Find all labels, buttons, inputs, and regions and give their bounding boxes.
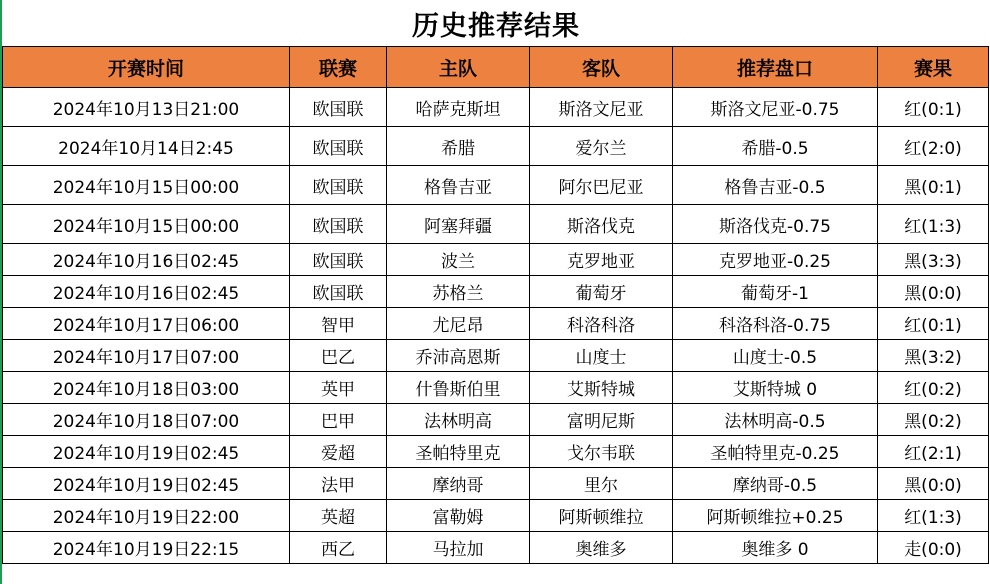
- table-row[interactable]: [3, 166, 989, 205]
- cell-away[interactable]: 奥维多: [530, 532, 673, 564]
- cell-league[interactable]: 西乙: [290, 532, 387, 564]
- cell-time[interactable]: 2024年10月13日21:00: [3, 88, 290, 127]
- table-row[interactable]: [3, 372, 989, 404]
- cell-home[interactable]: 圣帕特里克: [387, 436, 530, 468]
- cell-time[interactable]: 2024年10月16日02:45: [3, 276, 290, 308]
- cell-pick[interactable]: 阿斯顿维拉+0.25: [673, 500, 878, 532]
- cell-league[interactable]: 欧国联: [290, 127, 387, 166]
- cell-away[interactable]: 克罗地亚: [530, 244, 673, 276]
- cell-result[interactable]: 黑(3:2): [878, 340, 989, 372]
- history-results-table: [2, 46, 989, 564]
- cell-league[interactable]: 欧国联: [290, 166, 387, 205]
- cell-pick[interactable]: 科洛科洛-0.75: [673, 308, 878, 340]
- cell-away[interactable]: 葡萄牙: [530, 276, 673, 308]
- cell-result[interactable]: 黑(3:3): [878, 244, 989, 276]
- cell-result[interactable]: 红(0:1): [878, 308, 989, 340]
- cell-time[interactable]: 2024年10月19日22:00: [3, 500, 290, 532]
- table-row[interactable]: [3, 205, 989, 244]
- cell-league[interactable]: 英超: [290, 500, 387, 532]
- cell-result[interactable]: 黑(0:1): [878, 166, 989, 205]
- cell-result[interactable]: 红(2:1): [878, 436, 989, 468]
- cell-pick[interactable]: 斯洛伐克-0.75: [673, 205, 878, 244]
- cell-home[interactable]: 摩纳哥: [387, 468, 530, 500]
- cell-pick[interactable]: 希腊-0.5: [673, 127, 878, 166]
- cell-result[interactable]: 红(1:3): [878, 500, 989, 532]
- cell-league[interactable]: 欧国联: [290, 205, 387, 244]
- cell-time[interactable]: 2024年10月15日00:00: [3, 166, 290, 205]
- cell-result[interactable]: 红(1:3): [878, 205, 989, 244]
- column-header-league[interactable]: 联赛: [290, 47, 387, 88]
- cell-league[interactable]: 巴乙: [290, 340, 387, 372]
- cell-away[interactable]: 爱尔兰: [530, 127, 673, 166]
- cell-league[interactable]: 智甲: [290, 308, 387, 340]
- cell-away[interactable]: 阿尔巴尼亚: [530, 166, 673, 205]
- cell-time[interactable]: 2024年10月18日07:00: [3, 404, 290, 436]
- cell-pick[interactable]: 葡萄牙-1: [673, 276, 878, 308]
- cell-league[interactable]: 巴甲: [290, 404, 387, 436]
- table-row[interactable]: [3, 244, 989, 276]
- cell-away[interactable]: 阿斯顿维拉: [530, 500, 673, 532]
- title-row: [0, 0, 990, 46]
- cell-home[interactable]: 富勒姆: [387, 500, 530, 532]
- table-row[interactable]: [3, 532, 989, 564]
- cell-time[interactable]: 2024年10月18日03:00: [3, 372, 290, 404]
- cell-away[interactable]: 斯洛文尼亚: [530, 88, 673, 127]
- cell-home[interactable]: 马拉加: [387, 532, 530, 564]
- cell-pick[interactable]: 艾斯特城 0: [673, 372, 878, 404]
- cell-pick[interactable]: 圣帕特里克-0.25: [673, 436, 878, 468]
- cell-home[interactable]: 苏格兰: [387, 276, 530, 308]
- cell-league[interactable]: 欧国联: [290, 276, 387, 308]
- cell-home[interactable]: 尤尼昂: [387, 308, 530, 340]
- cell-home[interactable]: 希腊: [387, 127, 530, 166]
- column-header-away[interactable]: 客队: [530, 47, 673, 88]
- column-header-result[interactable]: 赛果: [878, 47, 989, 88]
- cell-result[interactable]: 黑(0:2): [878, 404, 989, 436]
- sheet-bottom-blank-row: [0, 564, 990, 584]
- cell-home[interactable]: 什鲁斯伯里: [387, 372, 530, 404]
- table-row[interactable]: [3, 500, 989, 532]
- cell-result[interactable]: 黑(0:0): [878, 468, 989, 500]
- cell-time[interactable]: 2024年10月19日02:45: [3, 468, 290, 500]
- table-row[interactable]: [3, 436, 989, 468]
- cell-pick[interactable]: 克罗地亚-0.25: [673, 244, 878, 276]
- cell-result[interactable]: 红(0:2): [878, 372, 989, 404]
- cell-league[interactable]: 英甲: [290, 372, 387, 404]
- cell-pick[interactable]: 山度士-0.5: [673, 340, 878, 372]
- table-body: [3, 88, 989, 564]
- cell-result[interactable]: 走(0:0): [878, 532, 989, 564]
- page-title: 历史推荐结果: [412, 10, 580, 42]
- cell-home[interactable]: 法林明高: [387, 404, 530, 436]
- cell-away[interactable]: 山度士: [530, 340, 673, 372]
- cell-result[interactable]: 红(2:0): [878, 127, 989, 166]
- cell-time[interactable]: 2024年10月17日07:00: [3, 340, 290, 372]
- table-row[interactable]: [3, 308, 989, 340]
- table-row[interactable]: [3, 404, 989, 436]
- cell-time[interactable]: 2024年10月14日2:45: [3, 127, 290, 166]
- cell-away[interactable]: 艾斯特城: [530, 372, 673, 404]
- cell-away[interactable]: 戈尔韦联: [530, 436, 673, 468]
- sheet-left-stripe: [0, 0, 2, 564]
- table-row[interactable]: [3, 88, 989, 127]
- table-header-row: [3, 47, 989, 88]
- cell-league[interactable]: 欧国联: [290, 88, 387, 127]
- cell-time[interactable]: 2024年10月19日22:15: [3, 532, 290, 564]
- cell-result[interactable]: 黑(0:0): [878, 276, 989, 308]
- table-row[interactable]: [3, 127, 989, 166]
- column-header-pick[interactable]: 推荐盘口: [673, 47, 878, 88]
- cell-pick[interactable]: 法林明高-0.5: [673, 404, 878, 436]
- cell-pick[interactable]: 摩纳哥-0.5: [673, 468, 878, 500]
- cell-home[interactable]: 乔沛高恩斯: [387, 340, 530, 372]
- cell-league[interactable]: 爱超: [290, 436, 387, 468]
- cell-pick[interactable]: 斯洛文尼亚-0.75: [673, 88, 878, 127]
- table-row[interactable]: [3, 340, 989, 372]
- cell-home[interactable]: 阿塞拜疆: [387, 205, 530, 244]
- cell-result[interactable]: 红(0:1): [878, 88, 989, 127]
- cell-home[interactable]: 波兰: [387, 244, 530, 276]
- column-header-time[interactable]: 开赛时间: [3, 47, 290, 88]
- cell-league[interactable]: 欧国联: [290, 244, 387, 276]
- cell-time[interactable]: 2024年10月15日00:00: [3, 205, 290, 244]
- cell-away[interactable]: 斯洛伐克: [530, 205, 673, 244]
- cell-time[interactable]: 2024年10月19日02:45: [3, 436, 290, 468]
- column-header-home[interactable]: 主队: [387, 47, 530, 88]
- table-row[interactable]: [3, 468, 989, 500]
- cell-pick[interactable]: 格鲁吉亚-0.5: [673, 166, 878, 205]
- table-row[interactable]: [3, 276, 989, 308]
- cell-time[interactable]: 2024年10月17日06:00: [3, 308, 290, 340]
- cell-time[interactable]: 2024年10月16日02:45: [3, 244, 290, 276]
- cell-away[interactable]: 科洛科洛: [530, 308, 673, 340]
- cell-home[interactable]: 哈萨克斯坦: [387, 88, 530, 127]
- cell-home[interactable]: 格鲁吉亚: [387, 166, 530, 205]
- cell-away[interactable]: 富明尼斯: [530, 404, 673, 436]
- cell-away[interactable]: 里尔: [530, 468, 673, 500]
- cell-pick[interactable]: 奥维多 0: [673, 532, 878, 564]
- cell-league[interactable]: 法甲: [290, 468, 387, 500]
